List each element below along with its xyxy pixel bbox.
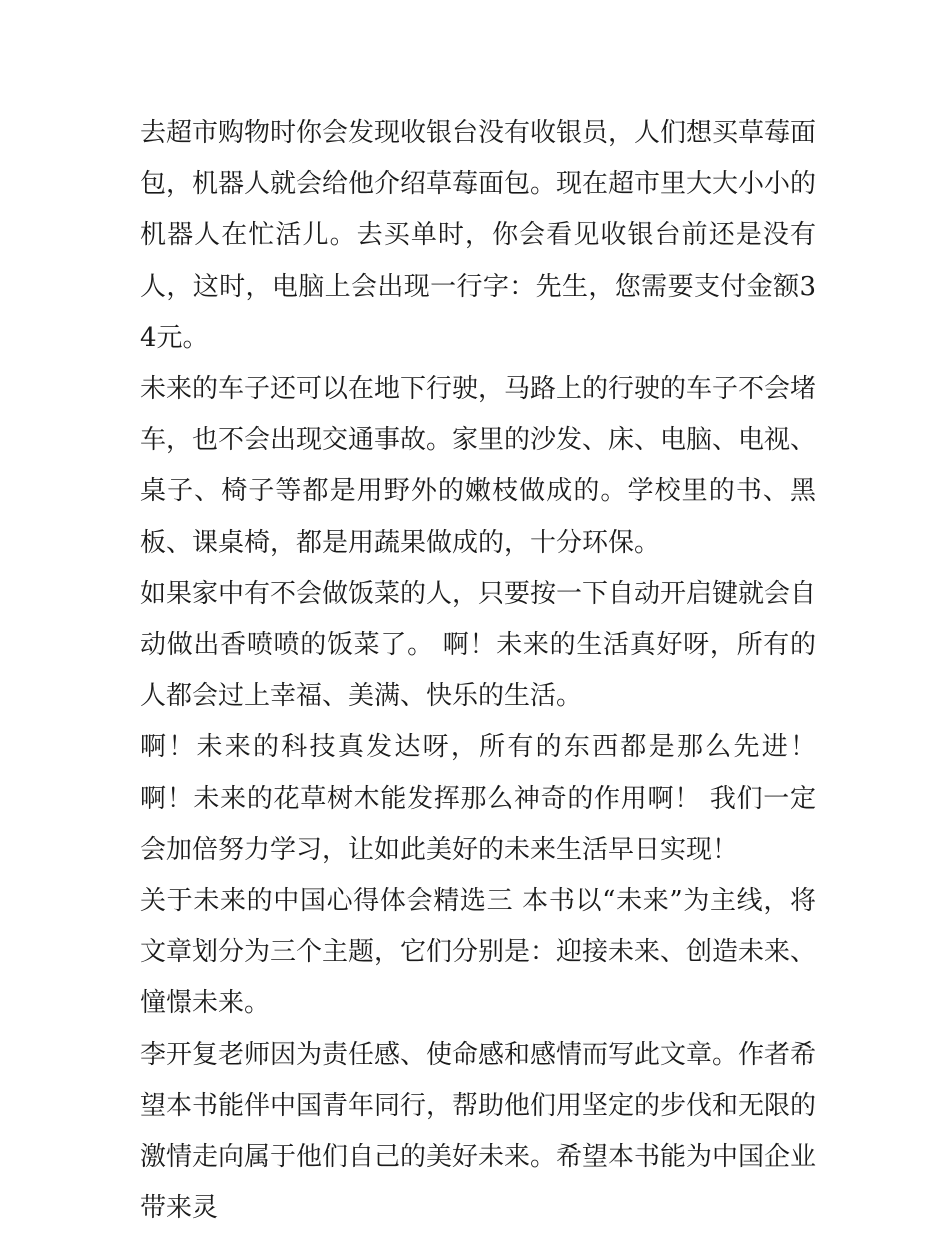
paragraph-1: 去超市购物时你会发现收银台没有收银员，人们想买草莓面包，机器人就会给他介绍草莓面包。现在超市里大大小小的机器人在忙活儿。去买单时，你会看见收银台前还是没有人，这时，电脑上会出现一行字：先生，您需要支付金额34元。	[140, 118, 817, 353]
paragraph-3: 如果家中有不会做饭菜的人，只要按一下自动开启键就会自动做出香喷喷的饭菜了。 啊！未来的生活真好呀，所有的人都会过上幸福、美满、快乐的生活。	[140, 578, 817, 712]
paragraph-2: 未来的车子还可以在地下行驶，马路上的行驶的车子不会堵车，也不会出现交通事故。家里的沙发、床、电脑、电视、桌子、椅子等都是用野外的嫩枝做成的。学校里的书、黑板、课桌椅，都是用蔬果做成的，十分环保。	[140, 374, 817, 558]
paragraph-4: 啊！未来的科技真发达呀，所有的东西都是那么先进！ 啊！未来的花草树木能发挥那么神奇的作用啊！ 我们一定会加倍努力学习，让如此美好的未来生活早日实现！	[140, 732, 816, 865]
document-body	[140, 108, 816, 1234]
paragraph-6: 李开复老师因为责任感、使命感和感情而写此文章。作者希望本书能伴中国青年同行，帮助他们用坚定的步伐和无限的激情走向属于他们自己的美好未来。希望本书能为中国企业带来灵	[140, 1039, 817, 1224]
paragraph-5: 关于未来的中国心得体会精选三 本书以“未来”为主线，将文章划分为三个主题，它们分别是：迎接未来、创造未来、憧憬未来。	[140, 886, 817, 1019]
